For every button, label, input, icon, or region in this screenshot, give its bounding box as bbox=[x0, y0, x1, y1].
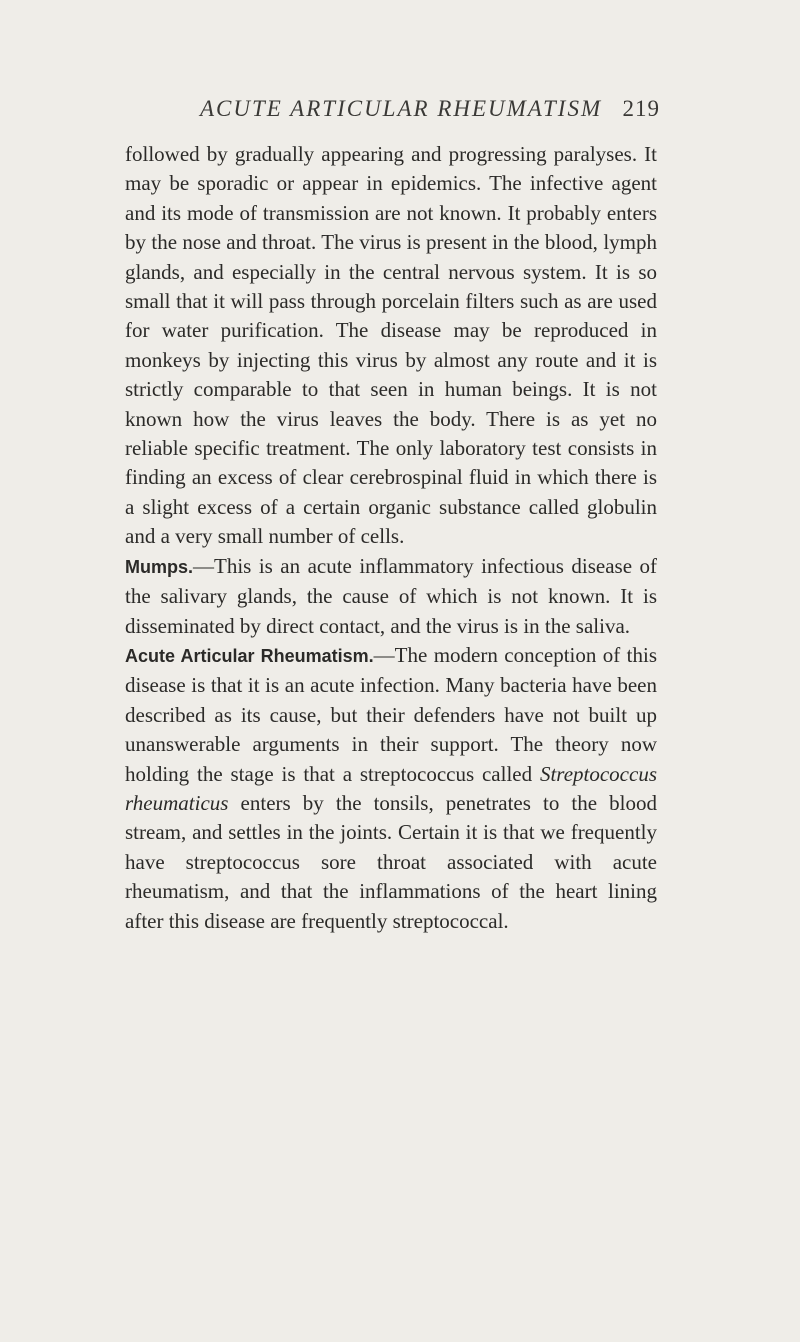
paragraph-text: enters by the tonsils, penetrates to the blood stream, and settles in the joints. Certain it is that we frequently have streptococcus sore throat associated with acute rheumatism, and that the inflammations of the heart lining after this disease are frequently streptococcal. bbox=[125, 790, 657, 933]
paragraph-mumps bbox=[125, 552, 657, 641]
page-number: 219 bbox=[622, 96, 660, 121]
running-head bbox=[200, 96, 660, 136]
paragraph-text: —This is an acute inflammatory infectious disease of the salivary glands, the cause of which is not known. It is disseminated by direct contact, and the virus is in the saliva. bbox=[125, 553, 657, 638]
section-heading-rheumatism: Acute Articular Rheumatism. bbox=[125, 645, 374, 666]
paragraph-text: followed by gradually appearing and progressing paralyses. It may be sporadic or appear in epidemics. The infective agent and its mode of transmission are not known. It probably enters by the nose and throat. The virus is present in the blood, lymph glands, and especially in the central nervous system. It is so small that it will pass through porcelain filters such as are used for water purification. The disease may be reproduced in monkeys by injecting this virus by almost any route and it is strictly comparable to that seen in human beings. It is not known how the virus leaves the body. There is as yet no reliable specific treatment. The only laboratory test consists in finding an excess of clear cerebrospinal fluid in which there is a slight excess of a certain organic substance called globulin and a very small number of cells. bbox=[125, 142, 657, 549]
paragraph-acute-articular-rheumatism bbox=[125, 641, 657, 936]
organism-name: Streptococcus rheumaticus bbox=[125, 761, 657, 815]
paragraph-text: —The modern conception of this disease is that it is an acute infection. Many bacteria have been described as its cause, but their defenders have not built up unanswerable arguments in their support. The theory now holding the stage is that a streptococcus called bbox=[125, 642, 657, 786]
paragraph-poliomyelitis-continued bbox=[125, 140, 657, 552]
section-heading-mumps: Mumps. bbox=[125, 556, 194, 577]
body-text bbox=[125, 140, 657, 936]
running-title: ACUTE ARTICULAR RHEUMATISM bbox=[200, 96, 603, 121]
